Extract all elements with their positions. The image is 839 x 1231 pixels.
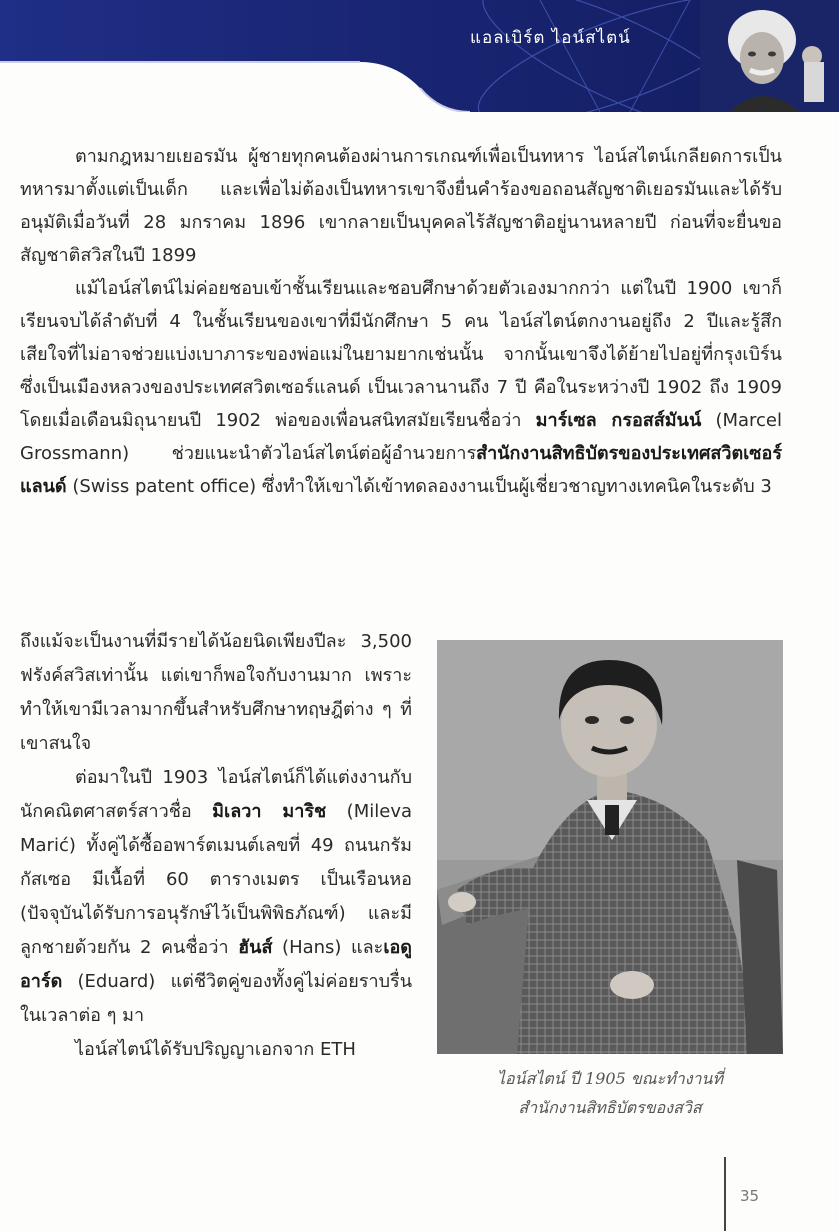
caption-line-2: สำนักงานสิทธิบัตรของสวิส (518, 1098, 702, 1117)
paragraph-doctorate: ไอน์สไตน์ได้รับปริญญาเอกจาก ETH (75, 1039, 356, 1060)
paragraph-text: (Mileva Marić) ทั้งคู่ได้ซื้ออพาร์ตเมนต์เลขที่ 49 ถนนกรัมกัสเซอ มีเนื้อที่ 60 ตารางเมตร เป็นเรือนหอ (ปัจจุบันได้รับการอนุรักษ์ไว้เป็นพิพิธภัณฑ์) และมีลูกชายด้วยกัน 2 คนชื่อว่า (20, 801, 412, 958)
paragraph-text: (Eduard) แต่ชีวิตคู่ของทั้งคู่ไม่ค่อยราบรื่นในเวลาต่อ ๆ มา (20, 971, 412, 1026)
main-text (20, 140, 782, 503)
einstein-1905-photo (437, 640, 783, 1054)
page-number: 35 (740, 1187, 760, 1205)
caption-line-1: ไอน์สไตน์ ปี 1905 ขณะทำงานที่ (496, 1069, 724, 1088)
name-eduard: เอดูอาร์ด (20, 937, 412, 992)
paragraph-patent-office (20, 272, 782, 503)
einstein-portrait-image (700, 0, 839, 112)
paragraph-text: แม้ไอน์สไตน์ไม่ค่อยชอบเข้าชั้นเรียนและชอบศึกษาด้วยตัวเองมากกว่า แต่ในปี 1900 เขาก็เรียนจบได้ลำดับที่ 4 ในชั้นเรียนของเขาที่มีนักศึกษา 5 คน ไอน์สไตน์ตกงานอยู่ถึง 2 ปีและรู้สึกเสียใจที่ไม่อาจช่วยแบ่งเบาภาระของพ่อแม่ในยามยากเช่นนั้น จากนั้นเขาจึงได้ย้ายไปอยู่ที่กรุงเบิร์นซึ่งเป็นเมืองหลวงของประเทศสวิตเซอร์แลนด์ เป็นเวลานานถึง 7 ปี คือในระหว่างปี 1902 ถึง 1909 โดยเมื่อเดือนมิถุนายนปี 1902 พ่อของเพื่อนสนิทสมัยเรียนชื่อว่า (20, 278, 782, 431)
page-number-rule (724, 1157, 726, 1231)
name-marcel-grossmann: มาร์เซล กรอสส์มันน์ (535, 410, 702, 431)
paragraph-salary: ถึงแม้จะเป็นงานที่มีรายได้น้อยนิดเพียงปีละ 3,500 ฟรังค์สวิสเท่านั้น แต่เขาก็พอใจกับงานมาก เพราะทำให้เขามีเวลามากขึ้นสำหรับศึกษาทฤษฎีต่าง ๆ ที่เขาสนใจ (20, 631, 412, 754)
photo-caption (437, 1064, 783, 1122)
name-hans: ฮันส์ (238, 937, 273, 958)
paragraph-marriage (20, 761, 412, 1033)
paragraph-text: ต่อมาในปี 1903 ไอน์สไตน์ก็ได้แต่งงานกับนักคณิตศาสตร์สาวชื่อ (20, 767, 412, 822)
swiss-patent-office-name: สำนักงานสิทธิบัตรของประเทศสวิตเซอร์แลนด์ (20, 443, 782, 497)
paragraph-text: (Marcel Grossmann) ช่วยแนะนำตัวไอน์สไตน์ต่อผู้อำนวยการ (20, 410, 782, 464)
paragraph-military: ตามกฎหมายเยอรมัน ผู้ชายทุกคนต้องผ่านการเกณฑ์เพื่อเป็นทหาร ไอน์สไตน์เกลียดการเป็นทหารมาตั้งแต่เป็นเด็ก และเพื่อไม่ต้องเป็นทหารเขาจึงยื่นคำร้องขอถอนสัญชาติเยอรมันและได้รับอนุมัติเมื่อวันที่ 28 มกราคม 1896 เขากลายเป็นบุคคลไร้สัญชาติอยู่นานหลายปี ก่อนที่จะยื่นขอสัญชาติสวิสในปี 1899 (20, 146, 782, 266)
paragraph-text: (Swiss patent office) ซึ่งทำให้เขาได้เข้าทดลองงานเป็นผู้เชี่ยวชาญทางเทคนิคในระดับ 3 (66, 476, 772, 497)
header-title: แอลเบิร์ต ไอน์สไตน์ (470, 28, 631, 48)
paragraph-text: (Hans) และ (272, 937, 384, 958)
page-header (0, 0, 839, 112)
name-mileva-maric: มิเลวา มาริช (212, 801, 327, 822)
left-column-text (20, 625, 412, 1067)
